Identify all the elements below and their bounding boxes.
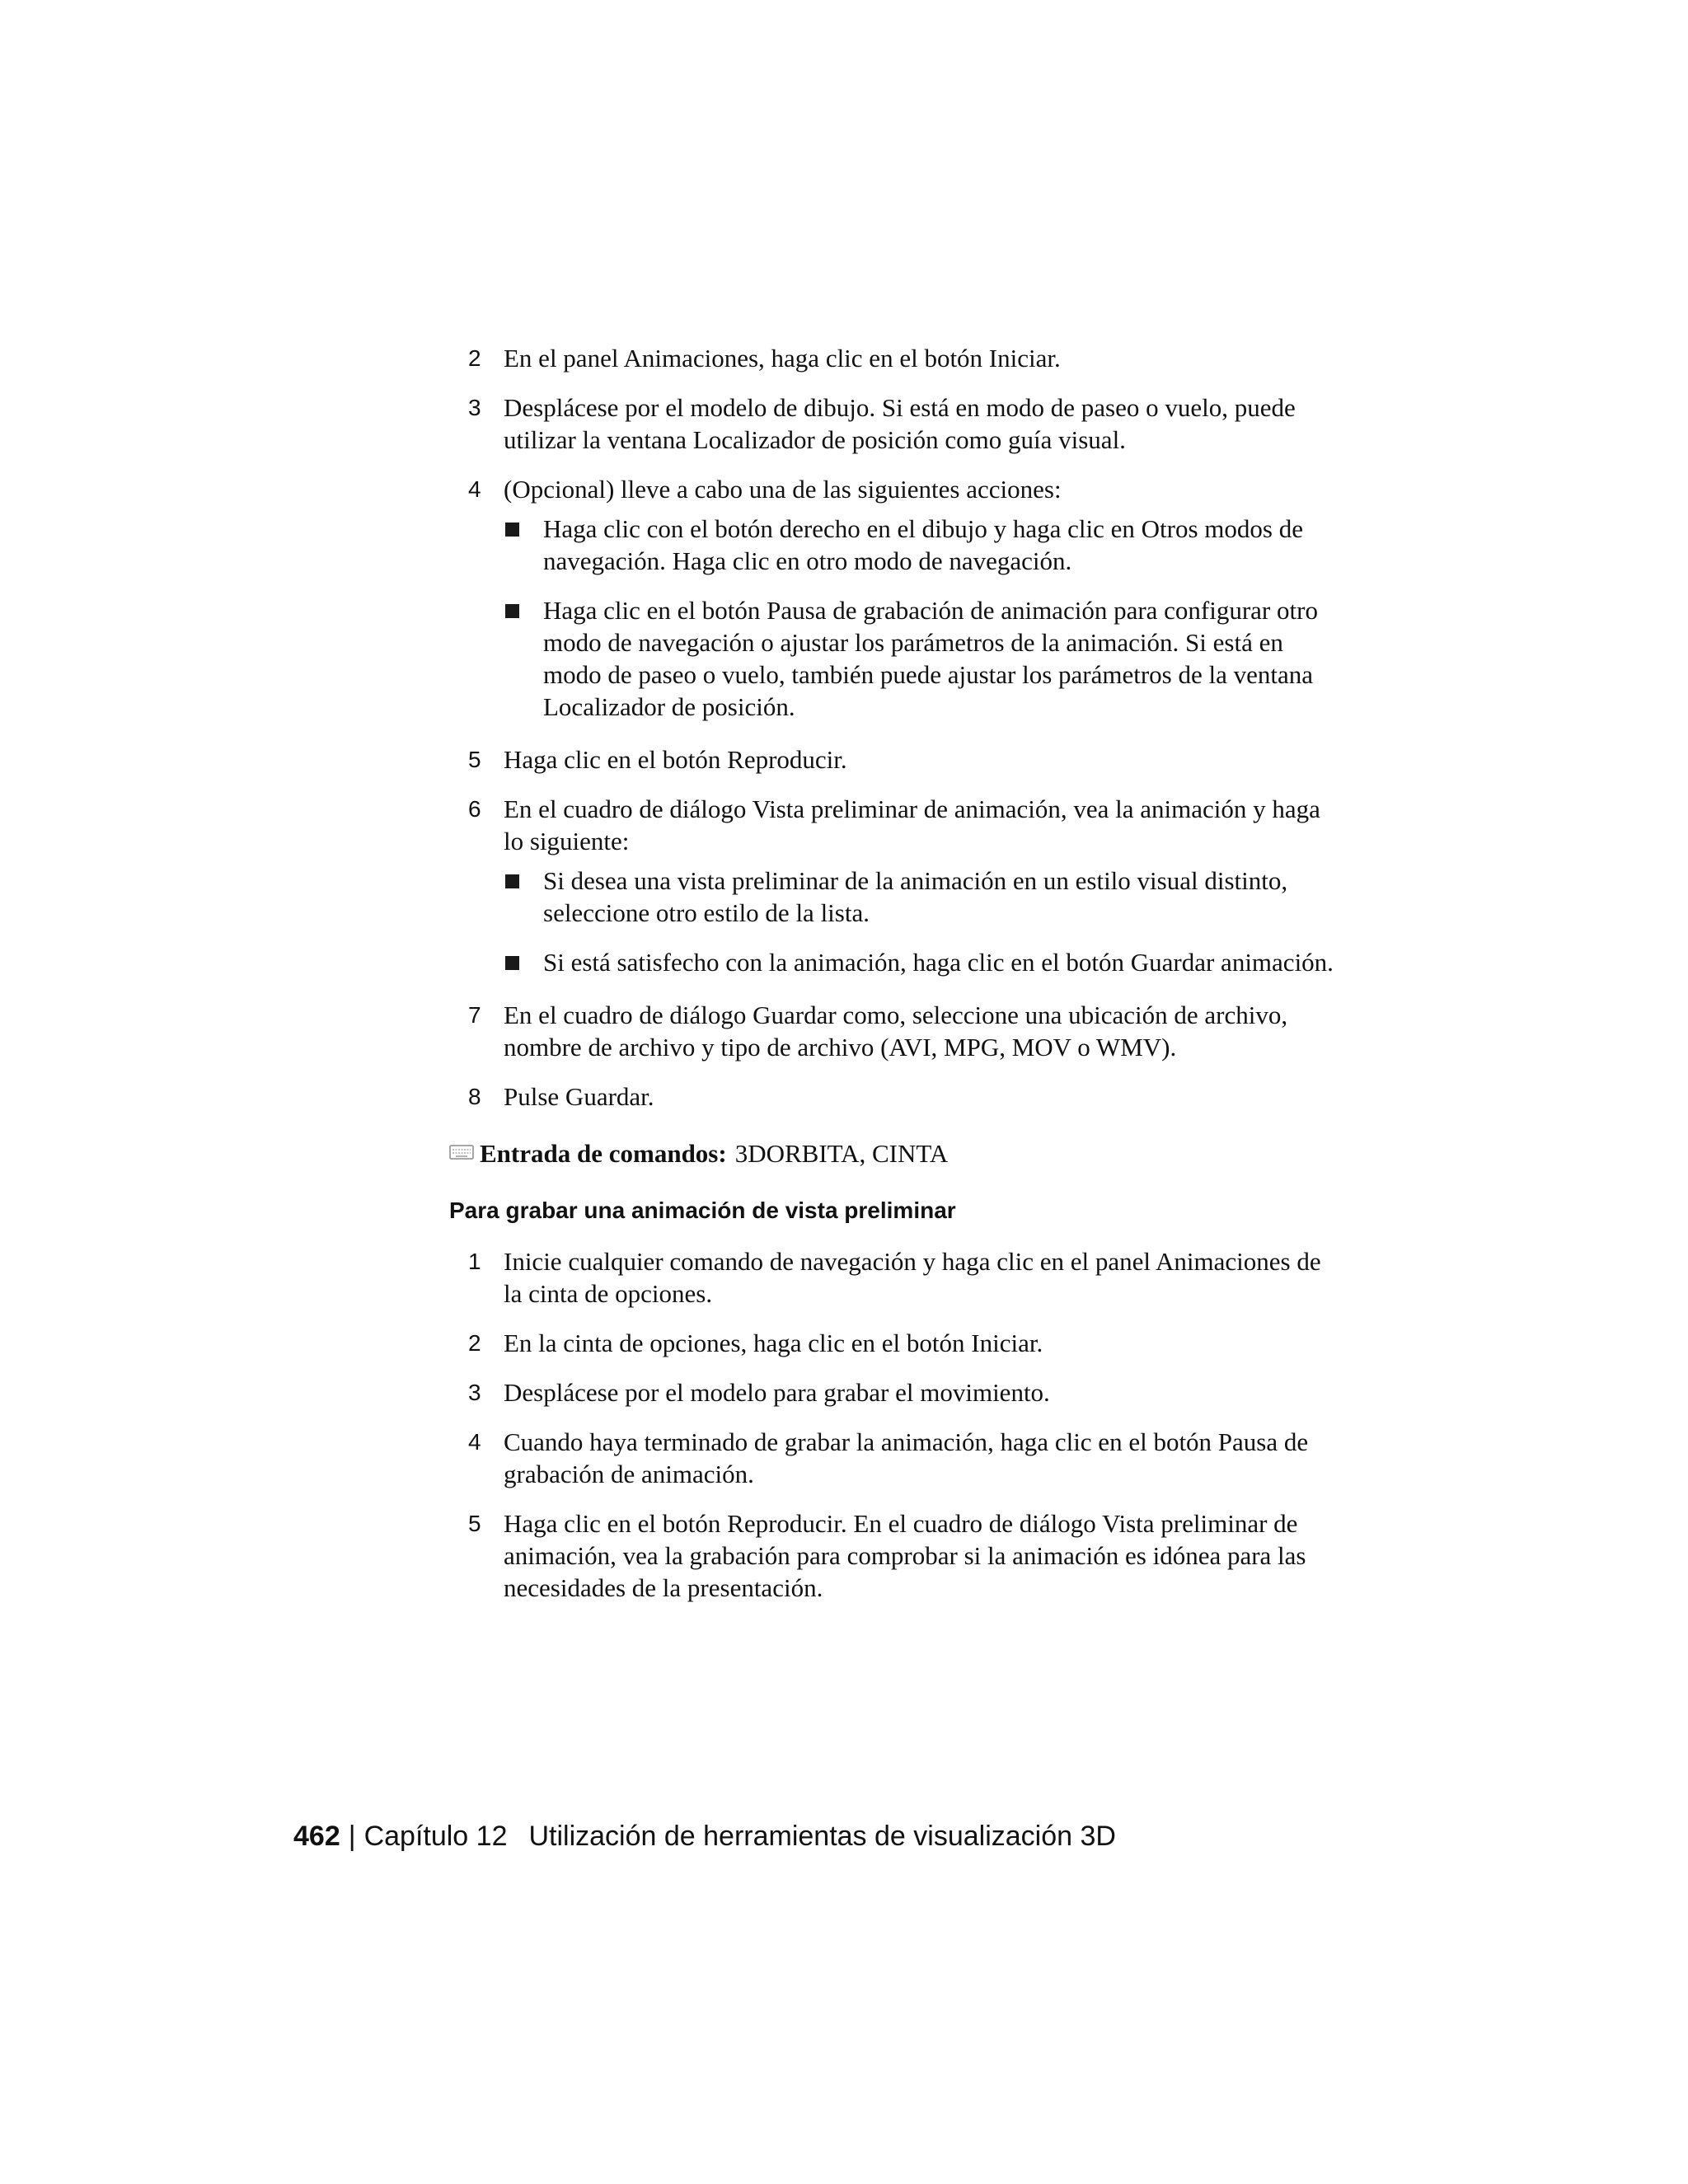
step-body bbox=[504, 743, 1339, 776]
steps-list-second bbox=[449, 1245, 1339, 1604]
bullet-item bbox=[504, 513, 1339, 577]
bullet-text: Si está satisfecho con la animación, haga clic en el botón Guardar animación. bbox=[543, 948, 1334, 977]
page-footer bbox=[293, 1818, 1116, 1854]
bullet-list bbox=[504, 865, 1339, 978]
step-item bbox=[449, 1245, 1339, 1310]
step-body bbox=[504, 1376, 1339, 1408]
step-item bbox=[449, 342, 1339, 374]
step-number: 2 bbox=[468, 345, 481, 371]
step-item bbox=[449, 743, 1339, 776]
command-entry-label: Entrada de comandos: bbox=[480, 1139, 727, 1168]
step-body bbox=[504, 473, 1339, 726]
square-bullet-icon bbox=[504, 513, 543, 545]
step-text: Desplácese por el modelo para grabar el movimiento. bbox=[504, 1378, 1050, 1407]
command-entry bbox=[449, 1137, 1339, 1169]
step-number: 3 bbox=[468, 1380, 481, 1405]
step-number: 4 bbox=[468, 1429, 481, 1455]
step-number: 2 bbox=[468, 1330, 481, 1356]
step-body bbox=[504, 1426, 1339, 1490]
chapter-label: Capítulo 12 bbox=[363, 1821, 508, 1852]
bullet-item bbox=[504, 946, 1339, 978]
step-body bbox=[504, 1507, 1339, 1604]
chapter-title: Utilización de herramientas de visualización 3D bbox=[528, 1821, 1116, 1852]
step-number: 3 bbox=[468, 395, 481, 420]
step-text: En la cinta de opciones, haga clic en el botón Iniciar. bbox=[504, 1329, 1043, 1357]
step-text: Inicie cualquier comando de navegación y haga clic en el panel Animaciones de la cinta de opciones. bbox=[504, 1247, 1321, 1308]
keyboard-icon bbox=[449, 1144, 474, 1160]
step-text: Desplácese por el modelo de dibujo. Si está en modo de paseo o vuelo, puede utilizar la ventana Localizador de posición como guía visual. bbox=[504, 393, 1296, 454]
step-item bbox=[449, 1507, 1339, 1604]
step-text: Haga clic en el botón Reproducir. En el cuadro de diálogo Vista preliminar de animación, vea la grabación para comprobar si la animación es idónea para las necesidades de la presentación. bbox=[504, 1509, 1306, 1602]
bullet-item bbox=[504, 865, 1339, 929]
step-text: En el cuadro de diálogo Guardar como, seleccione una ubicación de archivo, nombre de archivo y tipo de archivo (AVI, MPG, MOV o WMV). bbox=[504, 1001, 1288, 1062]
footer-separator: | bbox=[348, 1821, 356, 1852]
step-number: 5 bbox=[468, 1511, 481, 1536]
bullet-list bbox=[504, 513, 1339, 723]
step-item bbox=[449, 1327, 1339, 1359]
step-item bbox=[449, 391, 1339, 456]
step-number: 5 bbox=[468, 747, 481, 772]
step-text: Cuando haya terminado de grabar la animación, haga clic en el botón Pausa de grabación de animación. bbox=[504, 1427, 1309, 1488]
square-bullet-icon bbox=[504, 594, 543, 626]
step-body bbox=[504, 793, 1339, 982]
command-entry-value: 3DORBITA, CINTA bbox=[734, 1139, 949, 1168]
step-item bbox=[449, 1080, 1339, 1113]
step-text: En el panel Animaciones, haga clic en el botón Iniciar. bbox=[504, 344, 1061, 373]
bullet-item bbox=[504, 594, 1339, 723]
bullet-text: Haga clic con el botón derecho en el dibujo y haga clic en Otros modos de navegación. Haga clic en otro modo de navegación. bbox=[543, 514, 1303, 575]
steps-list-first bbox=[449, 342, 1339, 1113]
bullet-text: Si desea una vista preliminar de la animación en un estilo visual distinto, seleccione otro estilo de la lista. bbox=[543, 866, 1288, 927]
step-item bbox=[449, 1426, 1339, 1490]
step-text: (Opcional) lleve a cabo una de las siguientes acciones: bbox=[504, 475, 1062, 504]
step-number: 4 bbox=[468, 476, 481, 502]
step-text: Pulse Guardar. bbox=[504, 1082, 654, 1111]
page-number: 462 bbox=[293, 1821, 340, 1852]
page-content bbox=[449, 342, 1339, 1621]
step-number: 6 bbox=[468, 796, 481, 822]
step-number: 1 bbox=[468, 1249, 481, 1274]
bullet-text: Haga clic en el botón Pausa de grabación de animación para configurar otro modo de navegación o ajustar los parámetros de la animación. Si está en modo de paseo o vuelo, también puede ajustar los parámetros de la ventana Localizador de posición. bbox=[543, 596, 1318, 721]
step-number: 7 bbox=[468, 1002, 481, 1028]
step-body bbox=[504, 1327, 1339, 1359]
square-bullet-icon bbox=[504, 946, 543, 978]
step-body bbox=[504, 391, 1339, 456]
step-body bbox=[504, 999, 1339, 1063]
step-number: 8 bbox=[468, 1084, 481, 1109]
step-item bbox=[449, 793, 1339, 982]
square-bullet-icon bbox=[504, 865, 543, 897]
procedure-heading: Para grabar una animación de vista preliminar bbox=[449, 1197, 956, 1223]
step-item bbox=[449, 1376, 1339, 1408]
step-item bbox=[449, 999, 1339, 1063]
step-text: Haga clic en el botón Reproducir. bbox=[504, 745, 847, 774]
step-body bbox=[504, 1245, 1339, 1310]
step-item bbox=[449, 473, 1339, 726]
step-text: En el cuadro de diálogo Vista preliminar de animación, vea la animación y haga lo siguiente: bbox=[504, 794, 1320, 855]
step-body bbox=[504, 342, 1339, 374]
step-body bbox=[504, 1080, 1339, 1113]
